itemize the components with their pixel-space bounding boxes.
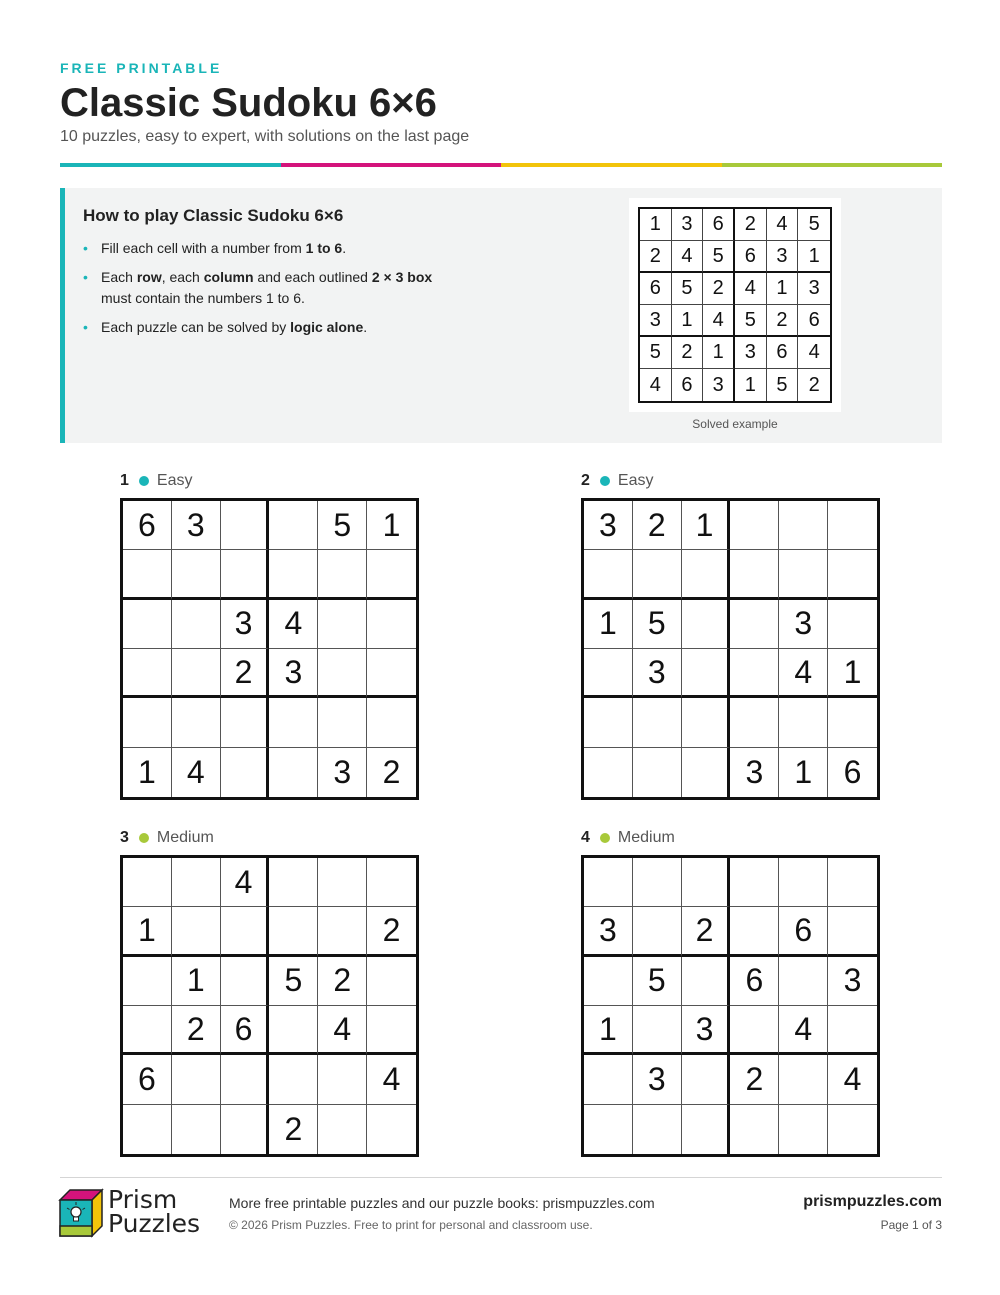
sudoku-cell: 3 xyxy=(672,209,704,241)
sudoku-cell[interactable] xyxy=(779,1055,828,1104)
sudoku-cell[interactable] xyxy=(828,907,877,956)
sudoku-cell[interactable]: 2 xyxy=(221,649,270,698)
puzzle-1 xyxy=(120,471,420,790)
sudoku-cell[interactable] xyxy=(633,698,682,747)
sudoku-cell[interactable] xyxy=(221,1055,270,1104)
sudoku-cell[interactable] xyxy=(318,858,367,907)
rule-bold: column xyxy=(203,269,254,285)
puzzle-label xyxy=(120,828,420,848)
sudoku-cell[interactable]: 4 xyxy=(828,1055,877,1104)
sudoku-cell[interactable] xyxy=(633,550,682,599)
sudoku-cell[interactable]: 3 xyxy=(221,600,270,649)
sudoku-cell[interactable] xyxy=(367,550,416,599)
sudoku-cell[interactable] xyxy=(682,1105,731,1154)
sudoku-cell[interactable] xyxy=(269,501,318,550)
sudoku-cell[interactable]: 1 xyxy=(584,600,633,649)
sudoku-cell[interactable]: 6 xyxy=(779,907,828,956)
sudoku-cell[interactable]: 2 xyxy=(367,907,416,956)
rule-text: Each xyxy=(101,269,137,285)
puzzle-label xyxy=(120,471,420,491)
sudoku-cell[interactable] xyxy=(367,600,416,649)
sudoku-cell[interactable]: 3 xyxy=(584,907,633,956)
sudoku-cell[interactable] xyxy=(730,649,779,698)
sudoku-cell: 2 xyxy=(808,373,820,396)
sudoku-cell[interactable] xyxy=(779,858,828,907)
eyebrow-label: FREE PRINTABLE xyxy=(60,60,223,76)
sudoku-cell[interactable]: 4 xyxy=(779,649,828,698)
stripe-magenta xyxy=(281,163,502,167)
how-to-play-panel xyxy=(60,188,942,443)
sudoku-cell[interactable]: 1 xyxy=(123,748,172,797)
sudoku-cell: 2 xyxy=(767,305,799,337)
rule-text: Each puzzle can be solved by xyxy=(101,319,291,335)
sudoku-cell[interactable] xyxy=(172,1105,221,1154)
rule-bold: row xyxy=(136,269,162,285)
page-title: Classic Sudoku 6×6 xyxy=(60,81,437,125)
sudoku-cell[interactable] xyxy=(123,957,172,1006)
sudoku-cell[interactable]: 2 xyxy=(682,907,731,956)
sudoku-cell[interactable] xyxy=(633,1006,682,1055)
sudoku-cell[interactable] xyxy=(633,748,682,797)
stripe-yellow xyxy=(501,163,722,167)
sudoku-cell: 6 xyxy=(767,337,799,369)
sudoku-cell[interactable]: 3 xyxy=(633,1055,682,1104)
sudoku-cell: 6 xyxy=(798,305,830,337)
sudoku-cell[interactable] xyxy=(172,907,221,956)
rule-item xyxy=(83,267,503,309)
sudoku-cell[interactable]: 1 xyxy=(123,907,172,956)
sudoku-cell[interactable] xyxy=(367,698,416,747)
sudoku-cell[interactable] xyxy=(584,1105,633,1154)
difficulty-dot-icon xyxy=(600,476,610,486)
sudoku-cell[interactable] xyxy=(584,858,633,907)
puzzle-3 xyxy=(120,828,420,1147)
sudoku-cell[interactable]: 1 xyxy=(779,748,828,797)
sudoku-cell[interactable]: 4 xyxy=(367,1055,416,1104)
stripe-lime xyxy=(722,163,943,167)
prism-cube-icon xyxy=(58,1188,104,1238)
sudoku-cell[interactable]: 4 xyxy=(318,1006,367,1055)
sudoku-cell[interactable] xyxy=(318,550,367,599)
sudoku-cell[interactable] xyxy=(172,698,221,747)
sudoku-grid xyxy=(120,498,419,800)
sudoku-cell[interactable] xyxy=(367,957,416,1006)
difficulty-label: Medium xyxy=(617,829,675,846)
how-to-heading: How to play Classic Sudoku 6×6 xyxy=(83,206,344,225)
sudoku-cell: 2 xyxy=(640,241,672,273)
sudoku-cell: 4 xyxy=(672,241,704,273)
sudoku-cell: 6 xyxy=(735,241,767,273)
sudoku-cell[interactable]: 2 xyxy=(318,957,367,1006)
sudoku-cell: 4 xyxy=(640,369,672,401)
page-number: Page 1 of 3 xyxy=(880,1218,942,1232)
sudoku-cell[interactable] xyxy=(584,698,633,747)
difficulty-label: Easy xyxy=(156,472,193,489)
puzzle-label xyxy=(581,828,881,848)
sudoku-cell: 3 xyxy=(640,305,672,337)
sudoku-cell[interactable] xyxy=(367,649,416,698)
rule-bold: 1 to 6 xyxy=(305,240,343,256)
sudoku-cell[interactable] xyxy=(584,957,633,1006)
sudoku-cell[interactable]: 1 xyxy=(584,1006,633,1055)
rule-item xyxy=(83,317,503,338)
sudoku-cell: 5 xyxy=(640,337,672,369)
sudoku-cell[interactable] xyxy=(584,649,633,698)
sudoku-cell[interactable] xyxy=(682,550,731,599)
sudoku-cell[interactable]: 3 xyxy=(269,649,318,698)
sudoku-cell[interactable] xyxy=(172,858,221,907)
sudoku-cell[interactable]: 5 xyxy=(633,957,682,1006)
sudoku-cell[interactable] xyxy=(221,1105,270,1154)
sudoku-cell[interactable] xyxy=(682,748,731,797)
rule-text: . xyxy=(342,240,347,256)
sudoku-cell: 3 xyxy=(735,337,767,369)
stripe-teal xyxy=(60,163,281,167)
sudoku-cell[interactable] xyxy=(318,1105,367,1154)
sudoku-cell[interactable] xyxy=(584,550,633,599)
sudoku-cell[interactable]: 4 xyxy=(172,748,221,797)
sudoku-cell[interactable] xyxy=(367,1006,416,1055)
puzzle-number: 2 xyxy=(581,472,590,489)
footer-divider xyxy=(60,1177,942,1178)
sudoku-cell[interactable] xyxy=(828,1006,877,1055)
sudoku-cell: 3 xyxy=(798,273,830,305)
sudoku-cell[interactable]: 4 xyxy=(269,600,318,649)
page-subtitle: 10 puzzles, easy to expert, with solutions on the last page xyxy=(60,128,470,145)
sudoku-cell[interactable] xyxy=(123,1105,172,1154)
sudoku-cell[interactable]: 5 xyxy=(269,957,318,1006)
puzzle-number: 1 xyxy=(120,472,129,489)
puzzle-2 xyxy=(581,471,881,790)
sudoku-cell[interactable] xyxy=(828,501,877,550)
rule-bold: logic alone xyxy=(290,319,364,335)
example-grid xyxy=(638,207,832,403)
sudoku-cell[interactable] xyxy=(269,698,318,747)
sudoku-cell[interactable] xyxy=(269,1055,318,1104)
example-caption: Solved example xyxy=(692,417,778,431)
sudoku-cell[interactable] xyxy=(730,600,779,649)
rule-text: and each outlined xyxy=(253,269,372,285)
sudoku-cell: 2 xyxy=(735,209,767,241)
sudoku-cell: 2 xyxy=(703,273,735,305)
sudoku-cell[interactable] xyxy=(318,600,367,649)
sudoku-cell: 4 xyxy=(798,337,830,369)
sudoku-cell: 1 xyxy=(798,241,830,273)
sudoku-cell: 1 xyxy=(703,337,735,369)
sudoku-cell[interactable] xyxy=(633,1105,682,1154)
sudoku-cell[interactable]: 6 xyxy=(221,1006,270,1055)
sudoku-cell[interactable]: 6 xyxy=(123,1055,172,1104)
sudoku-cell[interactable] xyxy=(730,1006,779,1055)
sudoku-cell[interactable] xyxy=(172,550,221,599)
sudoku-cell[interactable]: 2 xyxy=(730,1055,779,1104)
logo-line: Puzzles xyxy=(108,1209,201,1238)
sudoku-cell: 1 xyxy=(672,305,704,337)
sudoku-cell[interactable] xyxy=(730,1105,779,1154)
sudoku-cell[interactable] xyxy=(633,858,682,907)
sudoku-cell[interactable] xyxy=(269,748,318,797)
sudoku-cell[interactable] xyxy=(318,1055,367,1104)
difficulty-dot-icon xyxy=(139,476,149,486)
puzzle-label xyxy=(581,471,881,491)
difficulty-label: Easy xyxy=(617,472,654,489)
sudoku-cell[interactable] xyxy=(123,550,172,599)
sudoku-cell[interactable]: 2 xyxy=(382,753,401,790)
sudoku-cell: 4 xyxy=(767,209,799,241)
sudoku-cell[interactable] xyxy=(221,957,270,1006)
puzzle-4 xyxy=(581,828,881,1097)
sudoku-cell[interactable]: 2 xyxy=(269,1105,318,1154)
sudoku-cell[interactable]: 3 xyxy=(730,748,779,797)
footer-copyright: © 2026 Prism Puzzles. Free to print for personal and classroom use. xyxy=(229,1218,593,1232)
sudoku-cell[interactable] xyxy=(730,698,779,747)
sudoku-cell[interactable] xyxy=(828,600,877,649)
sudoku-cell[interactable] xyxy=(318,698,367,747)
sudoku-cell[interactable] xyxy=(779,550,828,599)
sudoku-cell: 1 xyxy=(735,369,767,401)
site-link[interactable]: prismpuzzles.com xyxy=(803,1193,942,1210)
sudoku-cell[interactable]: 1 xyxy=(828,649,877,698)
sudoku-cell[interactable] xyxy=(172,1055,221,1104)
rule-text: . xyxy=(363,319,368,335)
footer-info xyxy=(229,1195,655,1232)
sudoku-cell[interactable] xyxy=(269,1006,318,1055)
sudoku-cell[interactable]: 6 xyxy=(843,753,862,790)
sudoku-cell[interactable]: 1 xyxy=(172,957,221,1006)
rule-text: Fill each cell with a number from xyxy=(101,240,306,256)
sudoku-cell: 6 xyxy=(672,369,704,401)
sudoku-cell[interactable] xyxy=(269,907,318,956)
sudoku-grid xyxy=(581,855,880,1157)
sudoku-cell: 3 xyxy=(703,369,735,401)
sudoku-cell: 5 xyxy=(735,305,767,337)
sudoku-cell: 5 xyxy=(672,273,704,305)
sudoku-cell[interactable]: 6 xyxy=(123,501,172,550)
difficulty-label: Medium xyxy=(156,829,214,846)
sudoku-cell: 1 xyxy=(767,273,799,305)
sudoku-cell[interactable]: 2 xyxy=(633,501,682,550)
puzzle-number: 4 xyxy=(581,829,590,846)
color-stripe xyxy=(60,163,942,167)
sudoku-cell[interactable]: 3 xyxy=(682,1006,731,1055)
sudoku-cell[interactable]: 3 xyxy=(172,501,221,550)
sudoku-cell[interactable] xyxy=(584,748,633,797)
sudoku-cell[interactable] xyxy=(318,907,367,956)
sudoku-cell[interactable] xyxy=(779,501,828,550)
sudoku-cell[interactable] xyxy=(828,1105,877,1154)
sudoku-cell[interactable]: 3 xyxy=(584,501,633,550)
sudoku-cell[interactable]: 1 xyxy=(682,501,731,550)
sudoku-cell[interactable] xyxy=(123,1006,172,1055)
sudoku-cell[interactable]: 3 xyxy=(828,957,877,1006)
sudoku-cell: 5 xyxy=(798,209,830,241)
puzzle-number: 3 xyxy=(120,829,129,846)
sudoku-cell[interactable] xyxy=(221,550,270,599)
sudoku-cell[interactable]: 6 xyxy=(730,957,779,1006)
sudoku-cell[interactable] xyxy=(682,600,731,649)
sudoku-cell[interactable] xyxy=(123,698,172,747)
sudoku-cell: 4 xyxy=(735,273,767,305)
sudoku-cell[interactable]: 4 xyxy=(221,858,270,907)
sudoku-cell[interactable] xyxy=(269,858,318,907)
logo-wordmark xyxy=(108,1185,201,1238)
sudoku-cell: 3 xyxy=(767,241,799,273)
footer-promo: More free printable puzzles and our puzzle books: prismpuzzles.com xyxy=(229,1195,655,1211)
difficulty-dot-icon xyxy=(600,833,610,843)
sudoku-cell[interactable] xyxy=(682,1055,731,1104)
sudoku-cell: 6 xyxy=(703,209,735,241)
sudoku-cell: 4 xyxy=(703,305,735,337)
sudoku-cell[interactable]: 3 xyxy=(779,600,828,649)
sudoku-cell: 5 xyxy=(703,241,735,273)
sudoku-cell[interactable]: 4 xyxy=(779,1006,828,1055)
sudoku-cell[interactable] xyxy=(633,907,682,956)
sudoku-cell[interactable]: 5 xyxy=(633,600,682,649)
footer-right xyxy=(803,1193,942,1232)
sudoku-cell[interactable] xyxy=(123,858,172,907)
sudoku-cell[interactable] xyxy=(123,600,172,649)
sudoku-cell[interactable] xyxy=(682,858,731,907)
sudoku-cell[interactable] xyxy=(779,957,828,1006)
sudoku-cell[interactable] xyxy=(730,501,779,550)
sudoku-cell: 6 xyxy=(640,273,672,305)
sudoku-cell[interactable] xyxy=(269,550,318,599)
sudoku-grid xyxy=(120,855,419,1157)
sudoku-cell: 2 xyxy=(672,337,704,369)
sudoku-cell[interactable] xyxy=(828,550,877,599)
sudoku-cell[interactable] xyxy=(172,600,221,649)
sudoku-cell[interactable] xyxy=(221,698,270,747)
sudoku-cell[interactable] xyxy=(221,748,270,797)
sudoku-cell[interactable] xyxy=(221,501,270,550)
rule-item xyxy=(83,238,503,259)
sudoku-cell[interactable] xyxy=(682,957,731,1006)
rule-bold: 2 × 3 box xyxy=(371,269,433,285)
sudoku-cell[interactable] xyxy=(730,858,779,907)
sudoku-cell[interactable] xyxy=(779,698,828,747)
sudoku-cell[interactable]: 5 xyxy=(318,501,367,550)
difficulty-dot-icon xyxy=(139,833,149,843)
sudoku-cell[interactable]: 3 xyxy=(633,649,682,698)
solved-example xyxy=(629,198,841,412)
sudoku-grid xyxy=(581,498,880,800)
sudoku-cell[interactable] xyxy=(682,698,731,747)
sudoku-cell[interactable] xyxy=(682,649,731,698)
sudoku-cell[interactable] xyxy=(730,907,779,956)
logo-line: Prism xyxy=(108,1185,178,1214)
sudoku-cell[interactable]: 2 xyxy=(172,1006,221,1055)
sudoku-cell[interactable] xyxy=(367,1105,416,1154)
sudoku-cell[interactable] xyxy=(221,907,270,956)
rule-text: must contain the numbers 1 to 6. xyxy=(101,290,305,306)
sudoku-cell[interactable] xyxy=(367,858,416,907)
sudoku-cell[interactable] xyxy=(123,649,172,698)
prism-puzzles-logo[interactable] xyxy=(58,1185,218,1240)
sudoku-cell[interactable] xyxy=(318,649,367,698)
page-header xyxy=(60,60,942,146)
sudoku-cell: 1 xyxy=(640,209,672,241)
sudoku-cell[interactable]: 1 xyxy=(367,501,416,550)
sudoku-cell[interactable] xyxy=(828,698,877,747)
rules-list xyxy=(83,238,503,346)
sudoku-cell[interactable] xyxy=(828,858,877,907)
sudoku-cell: 5 xyxy=(767,369,799,401)
sudoku-cell[interactable] xyxy=(779,1105,828,1154)
sudoku-cell[interactable] xyxy=(730,550,779,599)
sudoku-cell[interactable] xyxy=(172,649,221,698)
sudoku-cell[interactable]: 3 xyxy=(318,748,367,797)
rule-text: , each xyxy=(161,269,204,285)
sudoku-cell[interactable] xyxy=(584,1055,633,1104)
